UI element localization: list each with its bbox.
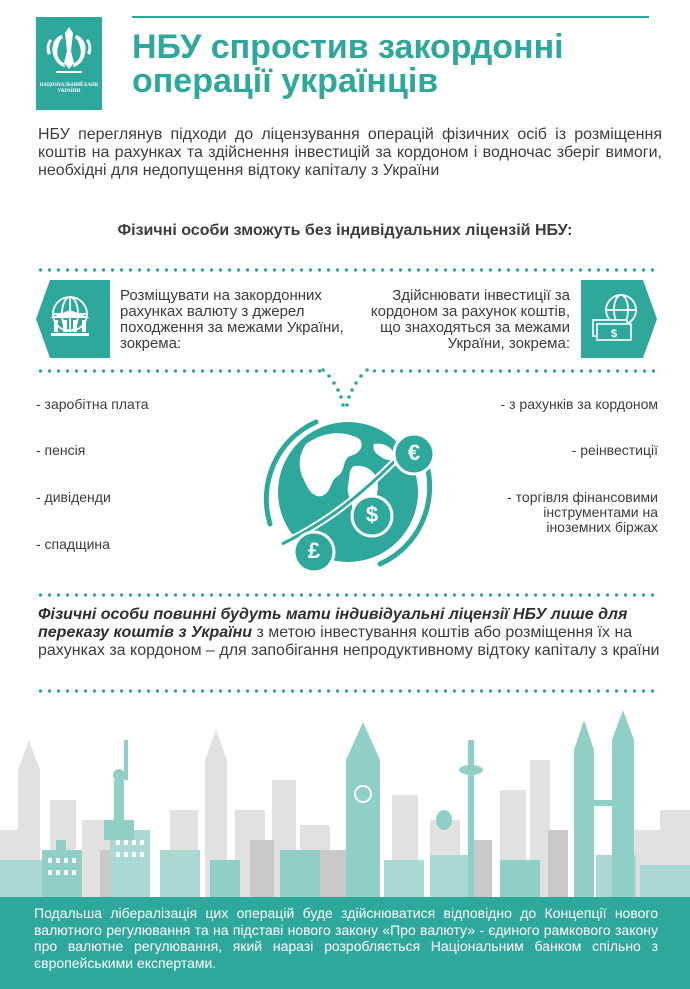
globe-illustration <box>262 404 442 579</box>
top-divider <box>132 16 649 18</box>
page-title: НБУ спростив закордонні операції українців <box>132 28 564 100</box>
left-item-pension: - пенсія <box>36 442 86 458</box>
nbu-logo <box>36 17 102 110</box>
right-badge <box>581 280 657 358</box>
left-item-inheritance: - спадщина <box>36 536 110 552</box>
left-column-heading: Розміщувати на закордонних рахунках валюту з джерел походження за межами України, зокрема: <box>120 287 344 352</box>
footer-banner <box>0 897 690 989</box>
right-item-reinvestment: - реінвестиції <box>571 442 658 458</box>
svg-text:$: $ <box>610 328 618 340</box>
logo-text: НАЦІОНАЛЬНИЙ БАНК УКРАЇНИ <box>39 83 99 94</box>
license-note-rest: з метою інвестування коштів або розміщення їх на рахунках за кордоном – для запобігання непродуктивному відтоку капіталу з країни <box>38 624 660 659</box>
license-note-bold: Фізичні особи повинні будуть мати індивідуальні ліцензії НБУ лише для переказу коштів з України <box>38 606 628 641</box>
money-globe-icon <box>581 280 657 358</box>
left-item-salary: - заробітна плата <box>36 396 149 412</box>
pound-symbol: £ <box>307 538 321 563</box>
left-badge <box>36 280 110 358</box>
license-note <box>38 606 662 660</box>
dotted-divider-2 <box>36 592 658 598</box>
intro-paragraph: НБУ переглянув підходи до ліцензування операцій фізичних осіб із розміщення коштів на рахунках та здійснення інвестицій за кордоном і водночас зберіг вимоги, необхідні для недопущення відтоку капіталу з України <box>38 126 662 179</box>
globe-currency-icon <box>262 404 442 579</box>
left-item-dividends: - дивіденди <box>36 489 111 505</box>
right-dotted-line <box>370 368 660 374</box>
right-item-trading: - торгівля фінансовими інструментами на іноземних біржах <box>507 489 658 535</box>
section-subheading: Фізичні особи зможуть без індивідуальних ліцензій НБУ: <box>117 222 573 239</box>
right-column-heading: Здійснювати інвестиції за кордоном за рахунок коштів, що знаходяться за межами України, зокрема: <box>370 287 570 352</box>
dollar-symbol: $ <box>365 502 379 527</box>
euro-symbol: € <box>407 440 421 465</box>
right-item-accounts: - з рахунків за кордоном <box>500 396 658 412</box>
left-dotted-line <box>36 368 326 374</box>
bank-globe-icon <box>36 280 110 358</box>
dotted-divider-3 <box>36 688 658 694</box>
footer-text: Подальша лібералізація цих операцій буде здійснюватися відповідно до Концепції нового валютного регулювання та на підставі нового закону «Про валюту» - єдиного рамкового закону про валютне регулювання, який наразі розробляється Національним банком спільно з європейськими експертами. <box>34 905 658 971</box>
dotted-divider <box>36 267 658 273</box>
city-skyline-illustration <box>0 700 690 900</box>
nbu-emblem-icon <box>36 17 102 110</box>
